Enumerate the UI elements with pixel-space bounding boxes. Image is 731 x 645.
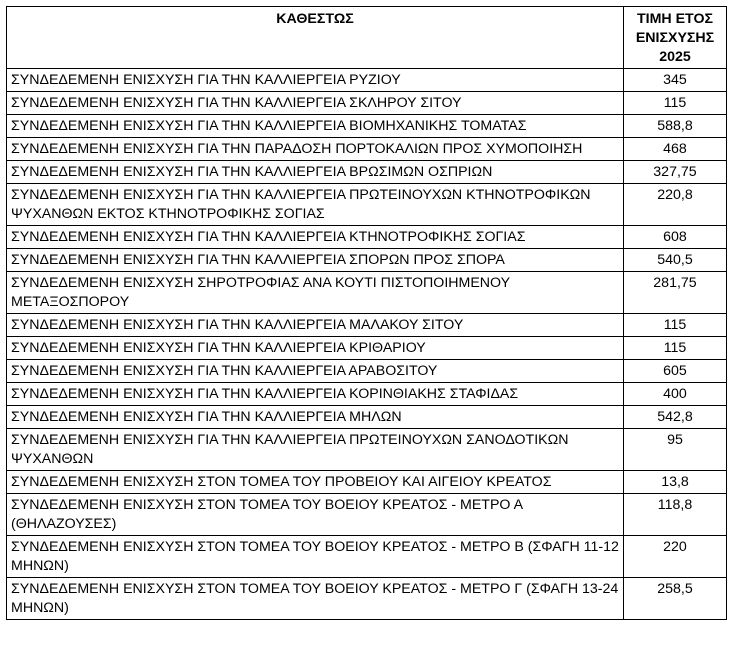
regime-cell: ΣΥΝΔΕΔΕΜΕΝΗ ΕΝΙΣΧΥΣΗ ΓΙΑ ΤΗΝ ΚΑΛΛΙΕΡΓΕΙΑ ΚΟΡΙΝΘΙΑΚΗΣ ΣΤΑΦΙΔΑΣ: [7, 383, 624, 406]
table-header-row: [7, 7, 727, 69]
regime-cell: ΣΥΝΔΕΔΕΜΕΝΗ ΕΝΙΣΧΥΣΗ ΣΤΟΝ ΤΟΜΕΑ ΤΟΥ ΠΡΟΒΕΙΟΥ ΚΑΙ ΑΙΓΕΙΟΥ ΚΡΕΑΤΟΣ: [7, 471, 624, 494]
value-cell: 327,75: [624, 161, 727, 184]
header-regime: ΚΑΘΕΣΤΩΣ: [7, 7, 624, 69]
value-cell: 608: [624, 226, 727, 249]
value-cell: 220: [624, 536, 727, 578]
table-row: [7, 226, 727, 249]
table-row: [7, 92, 727, 115]
table-row: [7, 383, 727, 406]
regime-cell: ΣΥΝΔΕΔΕΜΕΝΗ ΕΝΙΣΧΥΣΗ ΓΙΑ ΤΗΝ ΚΑΛΛΙΕΡΓΕΙΑ ΜΗΛΩΝ: [7, 406, 624, 429]
support-values-table: [6, 6, 727, 620]
table-row: [7, 314, 727, 337]
regime-cell: ΣΥΝΔΕΔΕΜΕΝΗ ΕΝΙΣΧΥΣΗ ΓΙΑ ΤΗΝ ΚΑΛΛΙΕΡΓΕΙΑ ΒΡΩΣΙΜΩΝ ΟΣΠΡΙΩΝ: [7, 161, 624, 184]
value-cell: 605: [624, 360, 727, 383]
regime-cell: ΣΥΝΔΕΔΕΜΕΝΗ ΕΝΙΣΧΥΣΗ ΓΙΑ ΤΗΝ ΚΑΛΛΙΕΡΓΕΙΑ ΠΡΩΤΕΙΝΟΥΧΩΝ ΚΤΗΝΟΤΡΟΦΙΚΩΝ ΨΥΧΑΝΘΩΝ ΕΚΤΟΣ ΚΤΗΝΟΤΡΟΦΙΚΗΣ ΣΟΓΙΑΣ: [7, 184, 624, 226]
value-cell: 542,8: [624, 406, 727, 429]
document-page: [6, 6, 727, 620]
table-row: [7, 115, 727, 138]
table-row: [7, 429, 727, 471]
regime-cell: ΣΥΝΔΕΔΕΜΕΝΗ ΕΝΙΣΧΥΣΗ ΣΤΟΝ ΤΟΜΕΑ ΤΟΥ ΒΟΕΙΟΥ ΚΡΕΑΤΟΣ - ΜΕΤΡΟ Β (ΣΦΑΓΗ 11-12 ΜΗΝΩΝ): [7, 536, 624, 578]
table-row: [7, 360, 727, 383]
regime-cell: ΣΥΝΔΕΔΕΜΕΝΗ ΕΝΙΣΧΥΣΗ ΓΙΑ ΤΗΝ ΠΑΡΑΔΟΣΗ ΠΟΡΤΟΚΑΛΙΩΝ ΠΡΟΣ ΧΥΜΟΠΟΙΗΣΗ: [7, 138, 624, 161]
table-body: [7, 69, 727, 620]
regime-cell: ΣΥΝΔΕΔΕΜΕΝΗ ΕΝΙΣΧΥΣΗ ΓΙΑ ΤΗΝ ΚΑΛΛΙΕΡΓΕΙΑ ΒΙΟΜΗΧΑΝΙΚΗΣ ΤΟΜΑΤΑΣ: [7, 115, 624, 138]
regime-cell: ΣΥΝΔΕΔΕΜΕΝΗ ΕΝΙΣΧΥΣΗ ΣΤΟΝ ΤΟΜΕΑ ΤΟΥ ΒΟΕΙΟΥ ΚΡΕΑΤΟΣ - ΜΕΤΡΟ Γ (ΣΦΑΓΗ 13-24 ΜΗΝΩΝ): [7, 578, 624, 620]
value-cell: 95: [624, 429, 727, 471]
table-row: [7, 161, 727, 184]
table-row: [7, 138, 727, 161]
value-cell: 115: [624, 337, 727, 360]
value-cell: 345: [624, 69, 727, 92]
table-row: [7, 578, 727, 620]
table-row: [7, 406, 727, 429]
regime-cell: ΣΥΝΔΕΔΕΜΕΝΗ ΕΝΙΣΧΥΣΗ ΣΗΡΟΤΡΟΦΙΑΣ ΑΝΑ ΚΟΥΤΙ ΠΙΣΤΟΠΟΙΗΜΕΝΟΥ ΜΕΤΑΞΟΣΠΟΡΟΥ: [7, 272, 624, 314]
value-cell: 281,75: [624, 272, 727, 314]
regime-cell: ΣΥΝΔΕΔΕΜΕΝΗ ΕΝΙΣΧΥΣΗ ΓΙΑ ΤΗΝ ΚΑΛΛΙΕΡΓΕΙΑ ΚΡΙΘΑΡΙΟΥ: [7, 337, 624, 360]
value-cell: 115: [624, 314, 727, 337]
value-cell: 468: [624, 138, 727, 161]
value-cell: 115: [624, 92, 727, 115]
table-row: [7, 536, 727, 578]
regime-cell: ΣΥΝΔΕΔΕΜΕΝΗ ΕΝΙΣΧΥΣΗ ΓΙΑ ΤΗΝ ΚΑΛΛΙΕΡΓΕΙΑ ΚΤΗΝΟΤΡΟΦΙΚΗΣ ΣΟΓΙΑΣ: [7, 226, 624, 249]
regime-cell: ΣΥΝΔΕΔΕΜΕΝΗ ΕΝΙΣΧΥΣΗ ΓΙΑ ΤΗΝ ΚΑΛΛΙΕΡΓΕΙΑ ΣΚΛΗΡΟΥ ΣΙΤΟΥ: [7, 92, 624, 115]
regime-cell: ΣΥΝΔΕΔΕΜΕΝΗ ΕΝΙΣΧΥΣΗ ΣΤΟΝ ΤΟΜΕΑ ΤΟΥ ΒΟΕΙΟΥ ΚΡΕΑΤΟΣ - ΜΕΤΡΟ Α (ΘΗΛΑΖΟΥΣΕΣ): [7, 494, 624, 536]
value-cell: 400: [624, 383, 727, 406]
header-value: ΤΙΜΗ ΕΤΟΣ ΕΝΙΣΧΥΣΗΣ 2025: [624, 7, 727, 69]
regime-cell: ΣΥΝΔΕΔΕΜΕΝΗ ΕΝΙΣΧΥΣΗ ΓΙΑ ΤΗΝ ΚΑΛΛΙΕΡΓΕΙΑ ΠΡΩΤΕΙΝΟΥΧΩΝ ΣΑΝΟΔΟΤΙΚΩΝ ΨΥΧΑΝΘΩΝ: [7, 429, 624, 471]
value-cell: 588,8: [624, 115, 727, 138]
value-cell: 118,8: [624, 494, 727, 536]
table-row: [7, 337, 727, 360]
regime-cell: ΣΥΝΔΕΔΕΜΕΝΗ ΕΝΙΣΧΥΣΗ ΓΙΑ ΤΗΝ ΚΑΛΛΙΕΡΓΕΙΑ ΣΠΟΡΩΝ ΠΡΟΣ ΣΠΟΡΑ: [7, 249, 624, 272]
value-cell: 540,5: [624, 249, 727, 272]
regime-cell: ΣΥΝΔΕΔΕΜΕΝΗ ΕΝΙΣΧΥΣΗ ΓΙΑ ΤΗΝ ΚΑΛΛΙΕΡΓΕΙΑ ΡΥΖΙΟΥ: [7, 69, 624, 92]
table-row: [7, 494, 727, 536]
table-row: [7, 69, 727, 92]
table-row: [7, 249, 727, 272]
value-cell: 220,8: [624, 184, 727, 226]
table-row: [7, 184, 727, 226]
value-cell: 258,5: [624, 578, 727, 620]
table-row: [7, 272, 727, 314]
table-row: [7, 471, 727, 494]
regime-cell: ΣΥΝΔΕΔΕΜΕΝΗ ΕΝΙΣΧΥΣΗ ΓΙΑ ΤΗΝ ΚΑΛΛΙΕΡΓΕΙΑ ΑΡΑΒΟΣΙΤΟΥ: [7, 360, 624, 383]
regime-cell: ΣΥΝΔΕΔΕΜΕΝΗ ΕΝΙΣΧΥΣΗ ΓΙΑ ΤΗΝ ΚΑΛΛΙΕΡΓΕΙΑ ΜΑΛΑΚΟΥ ΣΙΤΟΥ: [7, 314, 624, 337]
value-cell: 13,8: [624, 471, 727, 494]
